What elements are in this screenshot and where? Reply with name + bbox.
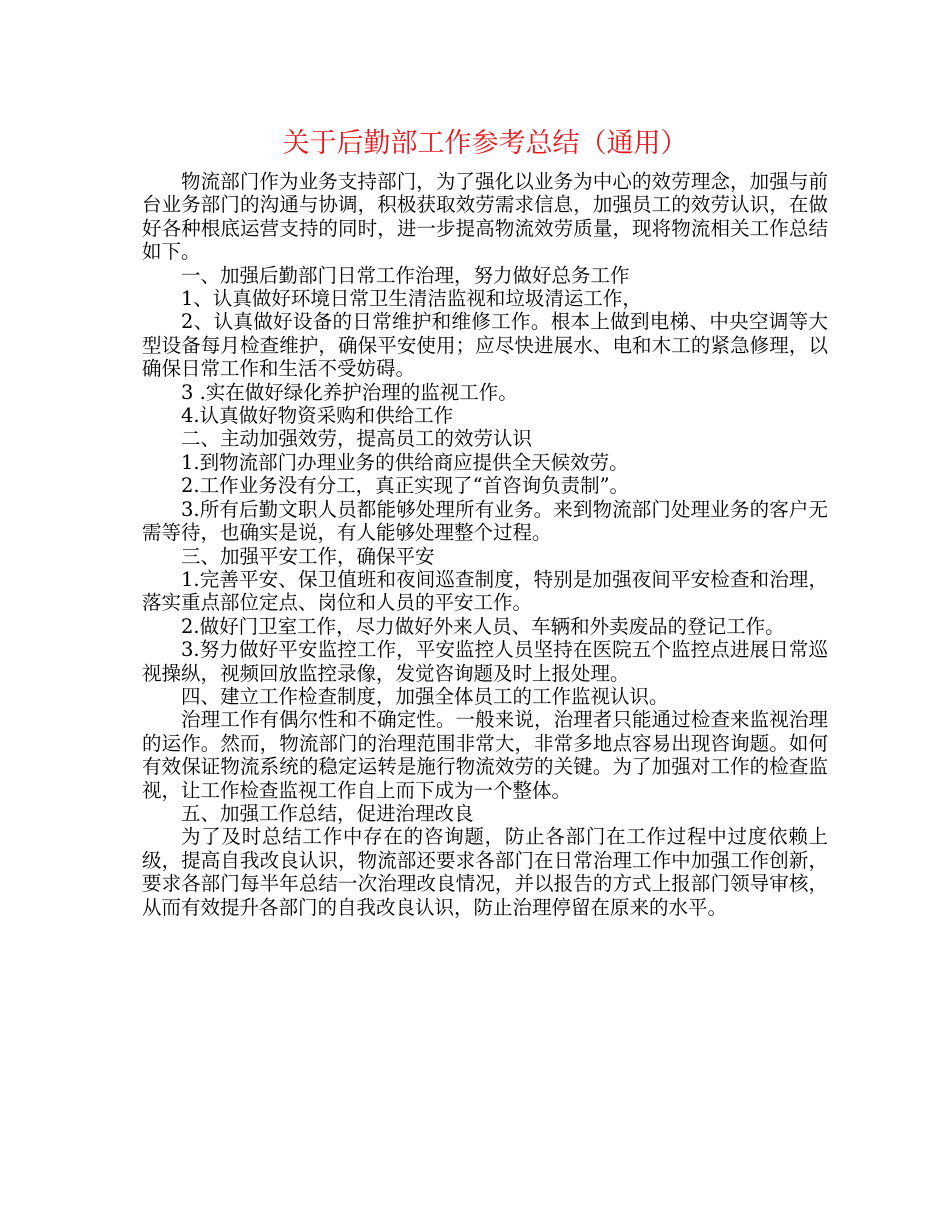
paragraph-4-1: 治理工作有偶尔性和不确定性。一般来说，治理者只能通过检查来监视治理的运作。然而，物流部门的治理范围非常大，非常多地点容易出现咨询题。如何有效保证物流系统的稳定运转是施行物流效劳的关键。为了加强对工作的检查监视，让工作检查监视工作自上而下成为一个整体。 xyxy=(142,708,828,802)
document-page xyxy=(142,126,828,919)
paragraph-5-1: 为了及时总结工作中存在的咨询题，防止各部门在工作过程中过度依赖上级，提高自我改良认识，物流部还要求各部门在日常治理工作中加强工作创新，要求各部门每半年总结一次治理改良情况，并以报告的方式上报部门领导审核，从而有效提升各部门的自我改良认识，防止治理停留在原来的水平。 xyxy=(142,825,828,919)
paragraph-3-1: 1.完善平安、保卫值班和夜间巡查制度，特别是加强夜间平安检查和治理，落实重点部位定点、岗位和人员的平安工作。 xyxy=(142,567,828,615)
document-body xyxy=(142,170,828,919)
paragraph-1-2: 2、认真做好设备的日常维护和维修工作。根本上做到电梯、中央空调等大型设备每月检查维护，确保平安使用；应尽快进展水、电和木工的紧急修理，以确保日常工作和生活不受妨碍。 xyxy=(142,310,828,381)
paragraph-intro: 物流部门作为业务支持部门，为了强化以业务为中心的效劳理念，加强与前台业务部门的沟通与协调，积极获取效劳需求信息，加强员工的效劳认识，在做好各种根底运营支持的同时，进一步提高物流效劳质量，现将物流相关工作总结如下。 xyxy=(142,170,828,264)
paragraph-1-4: 4.认真做好物资采购和供给工作 xyxy=(181,404,454,428)
heading-section-3: 三、加强平安工作，确保平安 xyxy=(181,544,435,568)
document-title: 关于后勤部工作参考总结（通用） xyxy=(282,128,688,159)
paragraph-2-1: 1.到物流部门办理业务的供给商应提供全天候效劳。 xyxy=(181,450,629,474)
heading-section-1: 一、加强后勤部门日常工作治理，努力做好总务工作 xyxy=(181,263,630,287)
paragraph-1-3: 3 .实在做好绿化养护治理的监视工作。 xyxy=(181,380,518,404)
heading-section-2: 二、主动加强效劳，提高员工的效劳认识 xyxy=(181,427,533,451)
paragraph-3-2: 2.做好门卫室工作，尽力做好外来人员、车辆和外卖废品的登记工作。 xyxy=(181,614,785,638)
paragraph-1-1: 1、认真做好环境日常卫生清洁监视和垃圾清运工作， xyxy=(181,287,642,311)
paragraph-2-2: 2.工作业务没有分工，真正实现了“首咨询负责制”。 xyxy=(181,474,630,498)
paragraph-3-3: 3.努力做好平安监控工作，平安监控人员坚持在医院五个监控点进展日常巡视操纵，视频回放监控录像，发觉咨询题及时上报处理。 xyxy=(142,638,828,685)
paragraph-2-3: 3.所有后勤文职人员都能够处理所有业务。来到物流部门处理业务的客户无需等待，也确实是说，有人能够处理整个过程。 xyxy=(142,497,828,545)
heading-section-4: 四、建立工作检查制度，加强全体员工的工作监视认识。 xyxy=(181,684,669,708)
heading-section-5: 五、加强工作总结，促进治理改良 xyxy=(181,801,474,825)
